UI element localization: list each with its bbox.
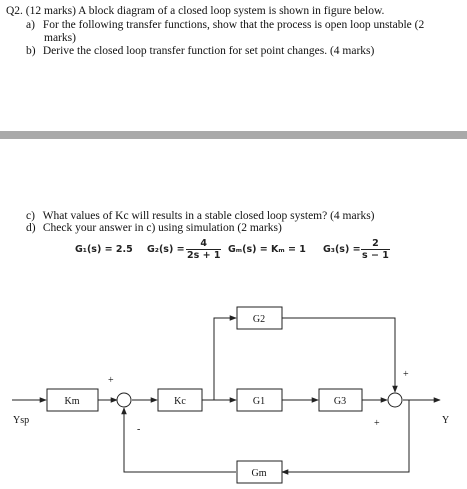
g2-denominator: 2s + 1 bbox=[187, 250, 221, 261]
gm-to-sum1-line bbox=[124, 408, 236, 472]
g3-transfer-function-lhs: G₃(s) = bbox=[323, 244, 361, 255]
input-signal-label: Ysp bbox=[13, 415, 30, 426]
g1-block-label: G1 bbox=[252, 396, 266, 407]
g3-denominator: s − 1 bbox=[362, 250, 389, 261]
part-d-text: Check your answer in c) using simulation (2 marks) bbox=[42, 222, 282, 234]
part-c-label: c) bbox=[26, 210, 35, 222]
part-a-continuation: marks) bbox=[44, 32, 76, 44]
part-a-label: a) bbox=[26, 19, 35, 31]
part-b-text: Derive the closed loop transfer function for set point changes. (4 marks) bbox=[42, 45, 375, 57]
part-d-label: d) bbox=[26, 222, 36, 234]
gm-block-label: Gm bbox=[251, 468, 267, 479]
summing-junction-2 bbox=[388, 393, 402, 407]
kc-block-label: Kc bbox=[174, 396, 186, 407]
g2-branch-line bbox=[214, 318, 236, 400]
part-c-text: What values of Kc will results in a stable closed loop system? (4 marks) bbox=[42, 210, 375, 222]
sum2-top-plus-sign: + bbox=[403, 369, 409, 380]
g1-transfer-function: G₁(s) = 2.5 bbox=[75, 244, 133, 255]
g2-block-label: G2 bbox=[252, 314, 266, 325]
output-signal-label: Y bbox=[442, 415, 450, 426]
sum2-bottom-plus-sign: + bbox=[374, 418, 380, 429]
g3-block-label: G3 bbox=[333, 396, 347, 407]
g2-to-sum2-line bbox=[282, 318, 395, 392]
summing-junction-1 bbox=[117, 393, 131, 407]
sum1-plus-sign: + bbox=[108, 375, 114, 386]
g3-numerator: 2 bbox=[372, 238, 379, 249]
part-b-label: b) bbox=[26, 45, 36, 57]
km-block-label: Km bbox=[64, 396, 80, 407]
question-title: Q2. (12 marks) A block diagram of a closed loop system is shown in figure below. bbox=[6, 5, 385, 17]
g2-transfer-function-lhs: G₂(s) = bbox=[147, 244, 185, 255]
g2-numerator: 4 bbox=[200, 238, 208, 249]
gm-transfer-function: Gₘ(s) = Kₘ = 1 bbox=[228, 244, 306, 255]
sum1-minus-sign: - bbox=[137, 424, 141, 435]
part-a-text: For the following transfer functions, show that the process is open loop unstable (2 bbox=[42, 19, 425, 31]
